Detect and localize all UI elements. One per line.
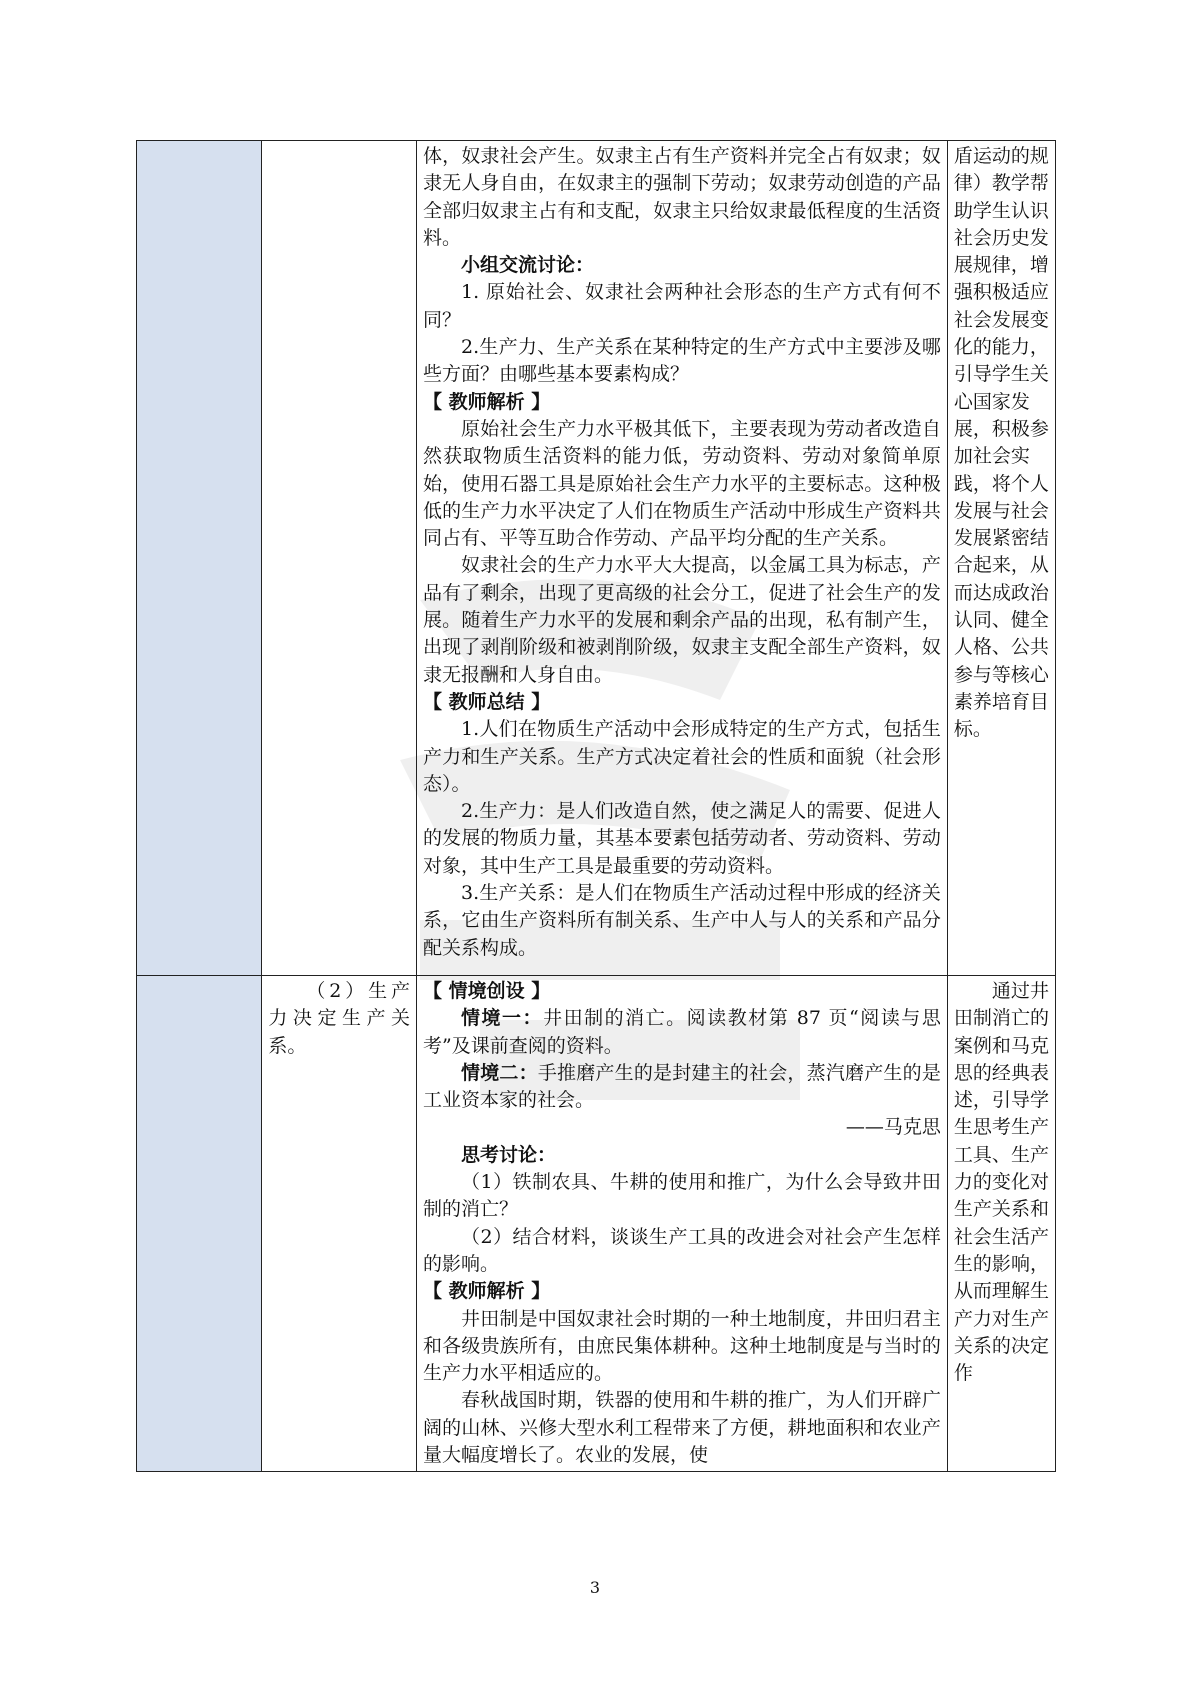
discussion-title: 小组交流讨论：: [461, 254, 595, 277]
teacher-analysis-heading: 【 教师解析 】: [423, 1280, 551, 1303]
summary-point-1: 1.人们在物质生产活动中会形成特定的生产方式，包括生产力和生产关系。生产方式决定着社会的性质和面貌（社会形态）。: [423, 718, 941, 795]
scenario-2-text: 手推磨产生的是封建主的社会，蒸汽磨产生的是工业资本家的社会。: [423, 1061, 941, 1112]
question-1: 1. 原始社会、奴隶社会两种社会形态的生产方式有何不同？: [423, 281, 941, 331]
analysis-paragraph-2: 奴隶社会的生产力水平大大提高，以金属工具为标志，产品有了剩余，出现了更高级的社会分工，促进了社会生产的发展。随着生产力水平的发展和剩余产品的出现，私有制产生，出现了剥削阶级和被剥削阶级，奴隶主支配全部生产资料，奴隶无报酬和人身自由。: [423, 554, 941, 686]
design-intent-cell: [947, 976, 1055, 1472]
topic-cell: [262, 141, 417, 976]
scenario-1-text: 井田制的消亡。阅读教材第 87 页“阅读与思考”及课前查阅的资料。: [423, 1007, 941, 1057]
section-cell: [137, 141, 262, 976]
analysis-paragraph-1: 原始社会生产力水平极其低下，主要表现为劳动者改造自然获取物质生活资料的能力低，劳动资料、劳动对象简单原始，使用石器工具是原始社会生产力水平的主要标志。这种极低的生产力水平决定了人们在物质生产活动中形成生产资料共同占有、平等互助合作劳动、产品平均分配的生产关系。: [423, 417, 941, 550]
scenario-2-source: ——马克思: [845, 1116, 941, 1139]
activity-cell: [417, 976, 948, 1472]
design-intent-text: 通过井田制消亡的案例和马克思的经典表述，引导学生思考生产工具、生产力的变化对生产关系和社会生活产生的影响，从而理解生产力对生产关系的决定作: [953, 980, 1049, 1385]
think-question-2: （2）结合材料，谈谈生产工具的改进会对社会产生怎样的影响。: [423, 1225, 941, 1275]
design-intent-cell: [947, 141, 1055, 976]
question-2: 2.生产力、生产关系在某种特定的生产方式中主要涉及哪些方面？由哪些基本要素构成？: [423, 336, 941, 386]
section-cell: [137, 976, 262, 1472]
analysis-paragraph-2: 春秋战国时期，铁器的使用和牛耕的推广，为人们开辟广阔的山林、兴修大型水利工程带来了方便，耕地面积和农业产量大幅度增长了。农业的发展，使: [423, 1389, 941, 1467]
scenario-1-label: 情境一：: [461, 1007, 544, 1030]
topic-text: （2）生产力决定生产关系。: [268, 980, 410, 1057]
summary-point-2: 2.生产力：是人们改造自然，使之满足人的需要、促进人的发展的物质力量，其基本要素包括劳动者、劳动资料、劳动对象，其中生产工具是最重要的劳动资料。: [423, 800, 941, 877]
page-number: 3: [589, 1578, 601, 1597]
teacher-summary-heading: 【 教师总结 】: [423, 690, 551, 713]
table-row: [137, 141, 1056, 976]
analysis-paragraph-1: 井田制是中国奴隶社会时期的一种土地制度，井田归君主和各级贵族所有，由庶民集体耕种。这种土地制度是与当时的生产力水平相适应的。: [423, 1307, 941, 1385]
topic-cell: [262, 976, 417, 1472]
paragraph: 体，奴隶社会产生。奴隶主占有生产资料并完全占有奴隶；奴隶无人身自由，在奴隶主的强制下劳动；奴隶劳动创造的产品全部归奴隶主占有和支配，奴隶主只给奴隶最低程度的生活资料。: [423, 145, 941, 249]
activity-cell: [417, 141, 948, 976]
scenario-2-label: 情境二：: [461, 1061, 538, 1084]
think-title: 思考讨论：: [461, 1143, 557, 1166]
scenario-2: [423, 1060, 941, 1115]
summary-point-3: 3.生产关系：是人们在物质生产活动过程中形成的经济关系，它由生产资料所有制关系、生产中人与人的关系和产品分配关系构成。: [423, 882, 941, 959]
teacher-analysis-heading: 【 教师解析 】: [423, 390, 551, 413]
table-row: [137, 976, 1056, 1472]
scenario-heading: 【 情境创设 】: [423, 980, 551, 1002]
lesson-plan-table: [136, 140, 1056, 1472]
scenario-1: [423, 1005, 941, 1060]
think-question-1: （1）铁制农具、牛耕的使用和推广，为什么会导致井田制的消亡？: [423, 1171, 941, 1221]
design-intent-text: 盾运动的规律）教学帮助学生认识社会历史发展规律，增强积极适应社会发展变化的能力，引导学生关心国家发展，积极参加社会实践，将个人发展与社会发展紧密结合起来，从而达成政治认同、健全人格、公共参与等核心素养培育目标。: [953, 145, 1049, 741]
